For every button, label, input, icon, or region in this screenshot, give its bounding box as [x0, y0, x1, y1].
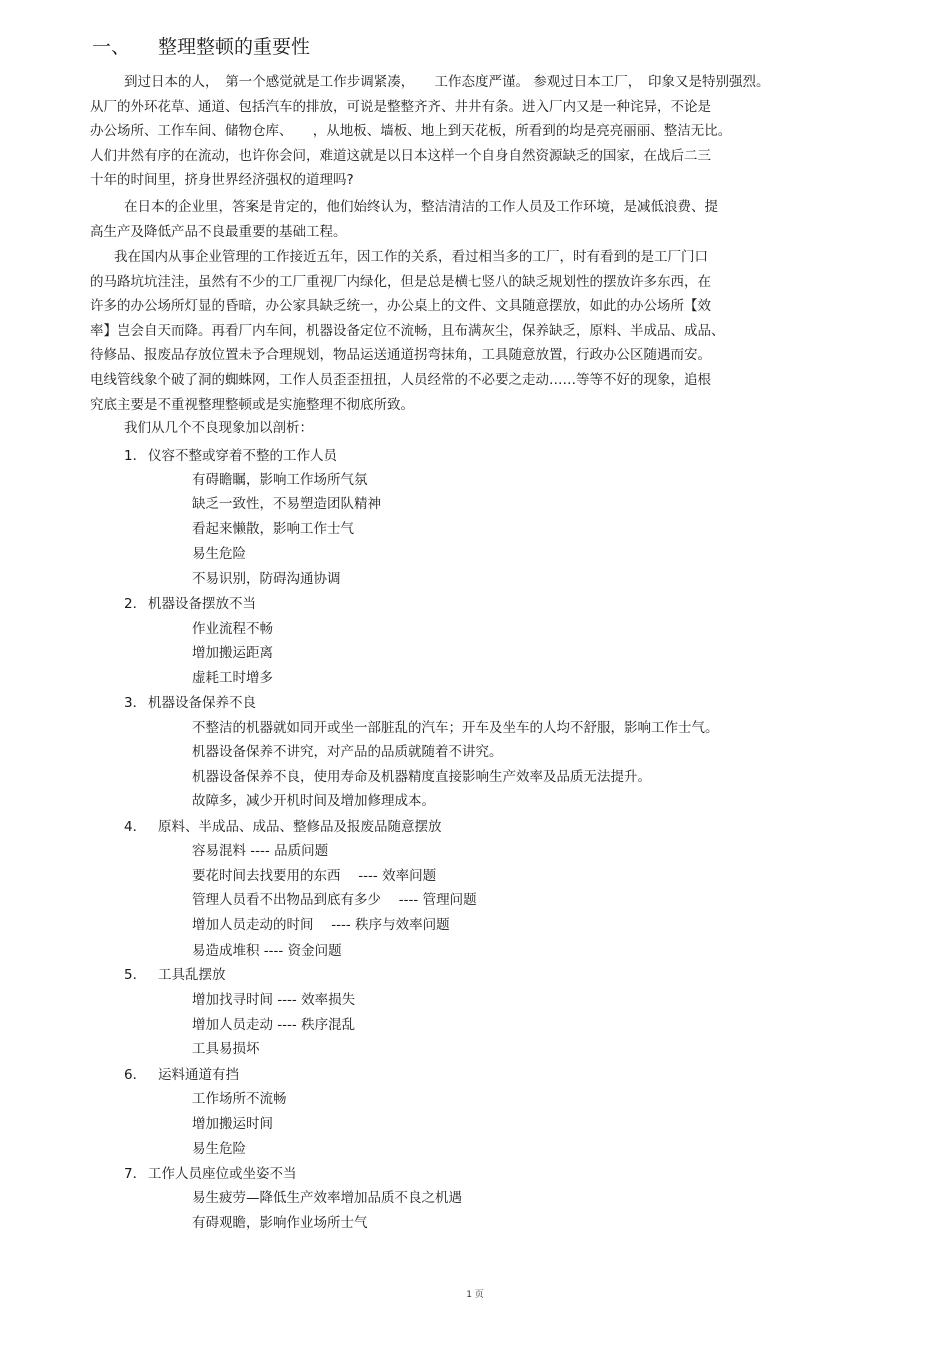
section-number: 一、	[92, 36, 131, 58]
item-title: 工作人员座位或坐姿不当	[148, 1166, 297, 1182]
list-subitem: 容易混料 ---- 品质问题	[192, 843, 329, 859]
list-subitem: 增加搬运时间	[192, 1116, 273, 1132]
item-number: 5．	[124, 967, 147, 983]
paragraph-line: 电线管线象个破了洞的蜘蛛网，工作人员歪歪扭扭，人员经常的不必要之走动……等等不好的现象，追根	[90, 371, 711, 388]
list-subitem: 工作场所不流畅	[192, 1091, 287, 1107]
list-subitem: 易生危险	[192, 546, 246, 562]
section-title: 整理整顿的重要性	[158, 36, 311, 58]
paragraph-line: 究底主要是不重视整理整顿或是实施整理不彻底所致。	[90, 396, 414, 413]
paragraph-line: 率】岂会自天而降。再看厂内车间，机器设备定位不流畅，且布满灰尘，保养缺乏，原料、半成品、成品、	[90, 322, 725, 339]
item-title: 机器设备保养不良	[148, 695, 256, 711]
list-subitem: 要花时间去找要用的东西 ---- 效率问题	[192, 868, 437, 884]
paragraph-line: 许多的办公场所灯显的昏暗，办公家具缺乏统一，办公桌上的文件、文具随意摆放，如此的办公场所【效	[90, 298, 711, 315]
item-number: 7．	[124, 1166, 147, 1182]
list-item-heading	[124, 446, 337, 466]
list-subitem: 易生疲劳—降低生产效率增加品质不良之机遇	[192, 1190, 462, 1206]
paragraph-line: 在日本的企业里，答案是肯定的，他们始终认为，整洁清洁的工作人员及工作环境，是减低浪费、提	[124, 199, 718, 215]
list-subitem: 易造成堆积 ---- 资金问题	[192, 943, 342, 959]
list-subitem: 增加人员走动的时间 ---- 秩序与效率问题	[192, 917, 450, 933]
list-subitem: 增加人员走动 ---- 秩序混乱	[192, 1017, 356, 1033]
list-item-heading	[124, 965, 226, 985]
item-number: 6．	[124, 1067, 147, 1083]
page-number: 1 页	[466, 1290, 484, 1300]
paragraph-line: 高生产及降低产品不良最重要的基础工程。	[90, 223, 347, 240]
list-item-heading	[124, 1164, 297, 1184]
item-number: 4．	[124, 819, 147, 835]
list-subitem: 虚耗工时增多	[192, 670, 273, 686]
paragraph-line: 办公场所、工作车间、储物仓库、 ，从地板、墙板、地上到天花板，所看到的均是亮亮丽丽、整洁无比。	[90, 123, 732, 140]
intro-paragraph	[90, 70, 890, 193]
list-subitem: 易生危险	[192, 1141, 246, 1157]
paragraph-line: 待修品、报废品存放位置未予合理规划，物品运送通道拐弯抹角，工具随意放置，行政办公区随遇而安。	[90, 347, 711, 364]
list-item-heading	[124, 1065, 239, 1085]
item-number: 2．	[124, 596, 147, 612]
list-subitem: 作业流程不畅	[192, 621, 273, 637]
list-subitem: 管理人员看不出物品到底有多少 ---- 管理问题	[192, 892, 477, 908]
experience-paragraph	[90, 245, 890, 417]
item-title: 原料、半成品、成品、整修品及报废品随意摆放	[158, 819, 442, 835]
item-title: 工具乱摆放	[158, 967, 226, 983]
item-number: 1．	[124, 448, 147, 464]
list-subitem: 缺乏一致性，不易塑造团队精神	[192, 496, 381, 512]
list-subitem: 工具易损坏	[192, 1041, 260, 1057]
paragraph-line: 的马路坑坑洼洼，虽然有不少的工厂重视厂内绿化，但是总是横七竖八的缺乏规划性的摆放许多东西，在	[90, 273, 711, 290]
answer-paragraph	[90, 195, 890, 244]
paragraph-line: 十年的时间里，挤身世界经济强权的道理吗?	[90, 172, 354, 189]
paragraph-line: 从厂的外环花草、通道、包括汽车的排放，可说是整整齐齐、井井有条。进入厂内又是一种诧异，不论是	[90, 98, 711, 115]
list-subitem: 机器设备保养不良，使用寿命及机器精度直接影响生产效率及品质无法提升。	[192, 769, 651, 785]
list-subitem: 机器设备保养不讲究，对产品的品质就随着不讲究。	[192, 744, 503, 760]
list-item-heading	[124, 817, 442, 837]
section-heading	[92, 34, 310, 60]
item-title: 运料通道有挡	[158, 1067, 239, 1083]
list-subitem: 有碍瞻瞩，影响工作场所气氛	[192, 472, 368, 488]
list-subitem: 故障多，减少开机时间及增加修理成本。	[192, 793, 435, 809]
list-subitem: 增加搬运距离	[192, 645, 273, 661]
list-subitem: 不易识别，防碍沟通协调	[192, 571, 341, 587]
paragraph-line: 人们井然有序的在流动，也许你会问，难道这就是以日本这样一个自身自然资源缺乏的国家，在战后二三	[90, 147, 711, 164]
paragraph-line: 我在国内从事企业管理的工作接近五年，因工作的关系，看过相当多的工厂，时有看到的是工厂门口	[114, 249, 708, 265]
list-item-heading	[124, 693, 256, 713]
item-title: 仪容不整或穿着不整的工作人员	[148, 448, 337, 464]
analysis-intro: 我们从几个不良现象加以剖析：	[124, 420, 313, 436]
list-item-heading	[124, 594, 256, 614]
list-subitem: 不整洁的机器就如同开或坐一部脏乱的汽车；开车及坐车的人均不舒服，影响工作士气。	[192, 720, 719, 736]
list-subitem: 增加找寻时间 ---- 效率损失	[192, 992, 356, 1008]
item-number: 3．	[124, 695, 147, 711]
item-title: 机器设备摆放不当	[148, 596, 256, 612]
paragraph-line: 到过日本的人， 第一个感觉就是工作步调紧凑， 工作态度严谨。 参观过日本工厂， 印象又是特别强烈。	[124, 74, 770, 90]
list-subitem: 看起来懒散，影响工作士气	[192, 521, 354, 537]
list-subitem: 有碍观瞻，影响作业场所士气	[192, 1215, 368, 1231]
